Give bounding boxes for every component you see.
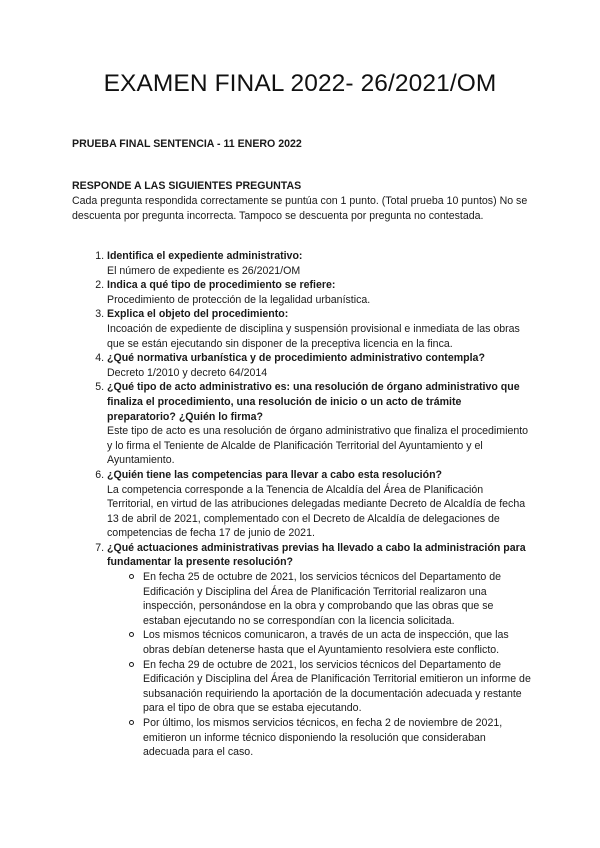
question-text: 7. ¿Qué actuaciones administrativas previas ha llevado a cabo la administración para fundamentar la presente resolución?	[107, 541, 526, 569]
answer-text: Procedimiento de protección de la legalidad urbanística.	[107, 293, 371, 306]
intro-paragraph: Cada pregunta respondida correctamente se puntúa con 1 punto. (Total prueba 10 puntos) No se descuenta por pregunta incorrecta. Tampoco se descuenta por pregunta no contestada.	[72, 195, 528, 222]
question-item-7	[107, 541, 532, 760]
question-item-2	[107, 278, 532, 307]
answer-text: Este tipo de acto es una resolución de órgano administrativo que finaliza el procedimiento y lo firma el Teniente de Alcalde de Planificación Territorial del Ayuntamiento y el Ayuntamiento.	[107, 425, 529, 467]
answer-text: El número de expediente es 26/2021/OM	[107, 264, 301, 277]
question-text: 6. ¿Quién tiene las competencias para llevar a cabo esta resolución?	[107, 468, 443, 481]
question-text: 2. Indica a qué tipo de procedimiento se refiere:	[107, 279, 336, 292]
question-item-5	[107, 380, 532, 468]
question-text: 3. Explica el objeto del procedimiento:	[107, 308, 289, 321]
bullet-item: En fecha 29 de octubre de 2021, los servicios técnicos del Departamento de Edificación y Disciplina del Área de Planificación Territorial emitieron un informe de subsanación requiriendo la aportación de la documentación adecuada y restante para el tipo de obra que se estaba ejecutando.	[143, 658, 531, 715]
question-list	[72, 249, 532, 760]
question-item-1	[107, 249, 532, 278]
exam-subtitle: PRUEBA FINAL SENTENCIA - 11 ENERO 2022	[72, 138, 302, 150]
answer-text: La competencia corresponde a la Tenencia de Alcaldía del Área de Planificación Territorial, en virtud de las atribuciones delegadas mediante Decreto de Alcaldía de fecha 13 de abril de 2021, complementado con el Decreto de Alcaldía de delegaciones de competencias de fecha 17 de junio de 2021.	[107, 483, 526, 540]
page-title: EXAMEN FINAL 2022- 26/2021/OM	[103, 70, 497, 97]
actions-bullet-list	[107, 570, 532, 760]
question-text: 1. Identifica el expediente administrativo:	[107, 250, 303, 262]
answer-text: Incoación de expediente de disciplina y suspensión provisional e inmediata de las obras que se están ejecutando sin disponer de la preceptiva licencia en la finca.	[107, 322, 520, 350]
question-item-6	[107, 468, 532, 541]
bullet-item: En fecha 25 de octubre de 2021, los servicios técnicos del Departamento de Edificación y Disciplina del Área de Planificación Territorial realizaron una inspección, personándose en la obra y comprobando que las obras que se estaban ejecutando no se correspondían con la licencia solicitada.	[143, 570, 532, 628]
question-item-4	[107, 351, 532, 380]
bullet-item: Por último, los mismos servicios técnicos, en fecha 2 de noviembre de 2021, emitieron un informe técnico disponiendo la resolución que consideraban adecuada para el caso.	[143, 716, 532, 760]
answer-text: Decreto 1/2010 y decreto 64/2014	[107, 366, 268, 379]
question-text: 5. ¿Qué tipo de acto administrativo es: una resolución de órgano administrativo que finaliza el procedimiento, una resolución de inicio o un acto de trámite preparatorio? ¿Quién lo firma?	[107, 381, 520, 423]
bullet-item: Los mismos técnicos comunicaron, a través de un acta de inspección, que las obras debían detenerse hasta que el Ayuntamiento resolviera este conflicto.	[143, 628, 532, 657]
question-text: 4. ¿Qué normativa urbanística y de procedimiento administrativo contempla?	[107, 352, 485, 365]
section-heading: RESPONDE A LAS SIGUIENTES PREGUNTAS	[72, 180, 302, 192]
question-item-3	[107, 307, 532, 351]
